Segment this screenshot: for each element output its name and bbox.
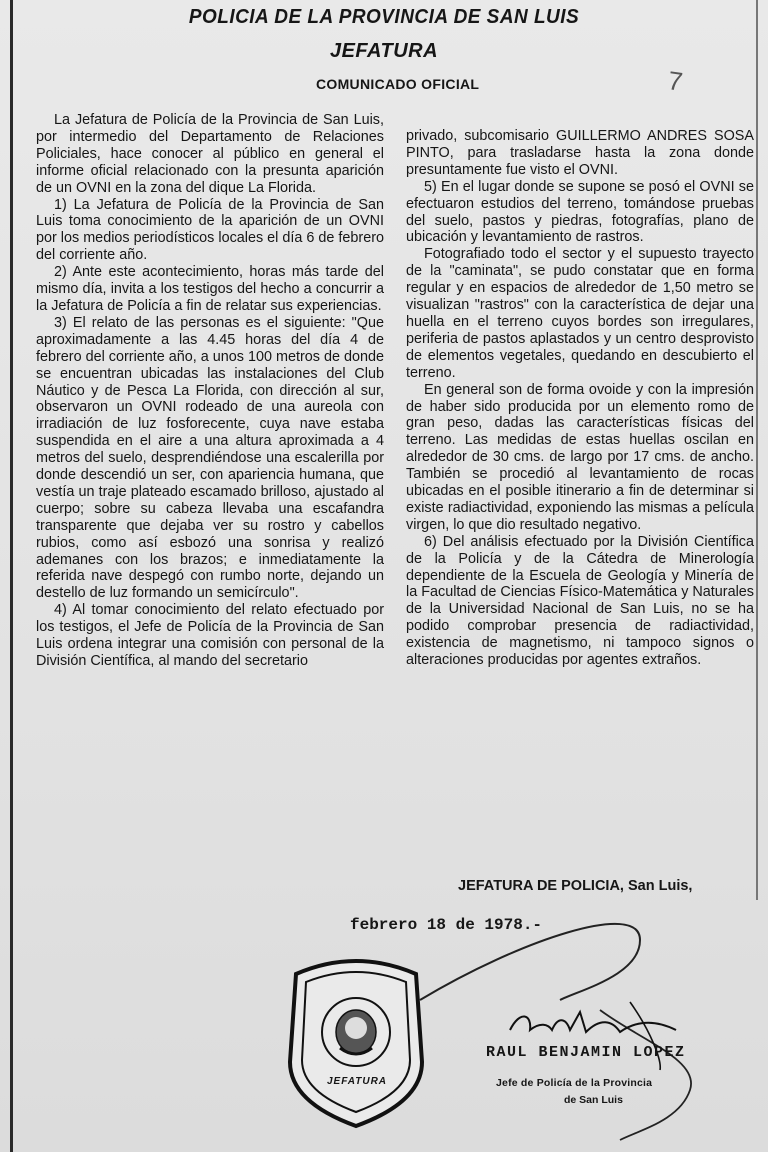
paragraph-6: 6) Del análisis efectuado por la División Científica de la Policía y de la Cátedra de Minerología dependiente de la Escuela de Geología y Minería de la Facultad de Ciencias Físico-Matemática y Naturales de la Universidad Nacional de San Luis, no se ha podido comprobar presencia de radiactividad, existencia de magnetismo, ni tampoco signos o alteraciones producidas por agentes extraños. — [406, 533, 754, 669]
signatory-name: RAUL BENJAMIN LOPEZ — [486, 1044, 686, 1061]
signatory-title-line2: de San Luis — [564, 1094, 623, 1106]
paragraph-1: 1) La Jefatura de Policía de la Provincia de San Luis toma conocimiento de la aparición de un OVNI por los medios periodísticos locales el día 6 de febrero del corriente año. — [36, 196, 384, 264]
paragraph-5: 5) En el lugar donde se supone se posó el OVNI se efectuaron estudios del terreno, tomándose pruebas del suelo, pastos y piedras, fotografías, plano de ubicación y levantamiento de rastros. — [406, 178, 754, 246]
document-date: febrero 18 de 1978.- — [350, 916, 543, 934]
paragraph-5-photos: Fotografiado todo el sector y el supuesto trayecto de la "caminata", se pudo constatar que en forma regular y en espacios de alrededor de 1,50 metro se visualizan "rastros" con la característica de dejar una huella en el terreno cuyos bordes son irregulares, periferia de pastos aplastados y un centro desprovisto de elementos vegetales, quedando en descubierto el terreno. — [406, 246, 754, 381]
paragraph-5-footprints: En general son de forma ovoide y con la impresión de haber sido producida por un elemento romo de gran peso, dadas las características físicas del terreno. Las medidas de estas huellas oscilan en alrededor de 30 cms. de largo por 17 cms. de ancho. También se procedió al levantamiento de rocas ubicadas en el posible itinerario a fin de determinar si existe radiactividad, exponiendo las mismas a película virgen, lo que dio resultado negativo. — [406, 381, 754, 533]
handwritten-margin-mark: 7 — [666, 65, 685, 97]
paragraph-4: 4) Al tomar conocimiento del relato efectuado por los testigos, el Jefe de Policía de la Provincia de San Luis ordena integrar una comisión con personal de la División Científica, al mando del secretario — [36, 602, 384, 669]
document-title: POLICIA DE LA PROVINCIA DE SAN LUIS — [188, 6, 580, 28]
paragraph-3: 3) El relato de las personas es el siguiente: "Que aproximadamente a las 4.45 horas del día 4 de febrero del corriente año, a unos 100 metros de donde se encuentran ubicadas las instalaciones del Club Náutico y de Pesca La Florida, con dirección al sur, observaron un OVNI rodeado de una aureola con irradiación de luz fosforecente, cuya nave estaba suspendida en el aire a una altura aproximada a 4 metros del suelo, desprendiéndose una escalerilla por donde descendió un ser, con apariencia humana, que vestía un traje plateado escamado brilloso, ajustado al cuerpo; sobre su cabeza llevaba una escafandra transparente que dejaba ver su rostro y cabellos rubios, como así esbozó una sonrisa y realizó ademanes con los brazos; e inmediatamente la referida nave despegó con rumbo norte, dejando un destello de luz formando un semicírculo". — [36, 314, 385, 602]
signatory-title: Jefe de Policía de la Provincia — [496, 1077, 653, 1089]
paragraph-intro: La Jefatura de Policía de la Provincia de San Luis, por intermedio del Departamento de Relaciones Policiales, hace conocer al público en general el informe oficial relacionado con la presunta aparición de un OVNI en la zona del dique La Florida. — [36, 112, 384, 196]
closing-line: JEFATURA DE POLICIA, San Luis, — [458, 878, 693, 894]
document-subtitle: COMUNICADO OFICIAL — [316, 76, 480, 92]
paragraph-2: 2) Ante este acontecimiento, horas más tarde del mismo día, invita a los testigos del hecho a concurrir a la Jefatura de Policía a fin de relatar sus experiencias. — [36, 264, 384, 314]
document-title-line2: JEFATURA — [329, 40, 439, 62]
paragraph-4-continued: privado, subcomisario GUILLERMO ANDRES SOSA PINTO, para trasladarse hasta la zona donde presuntamente fue visto el OVNI. — [406, 128, 754, 178]
seal-label: JEFATURA — [326, 1076, 388, 1087]
